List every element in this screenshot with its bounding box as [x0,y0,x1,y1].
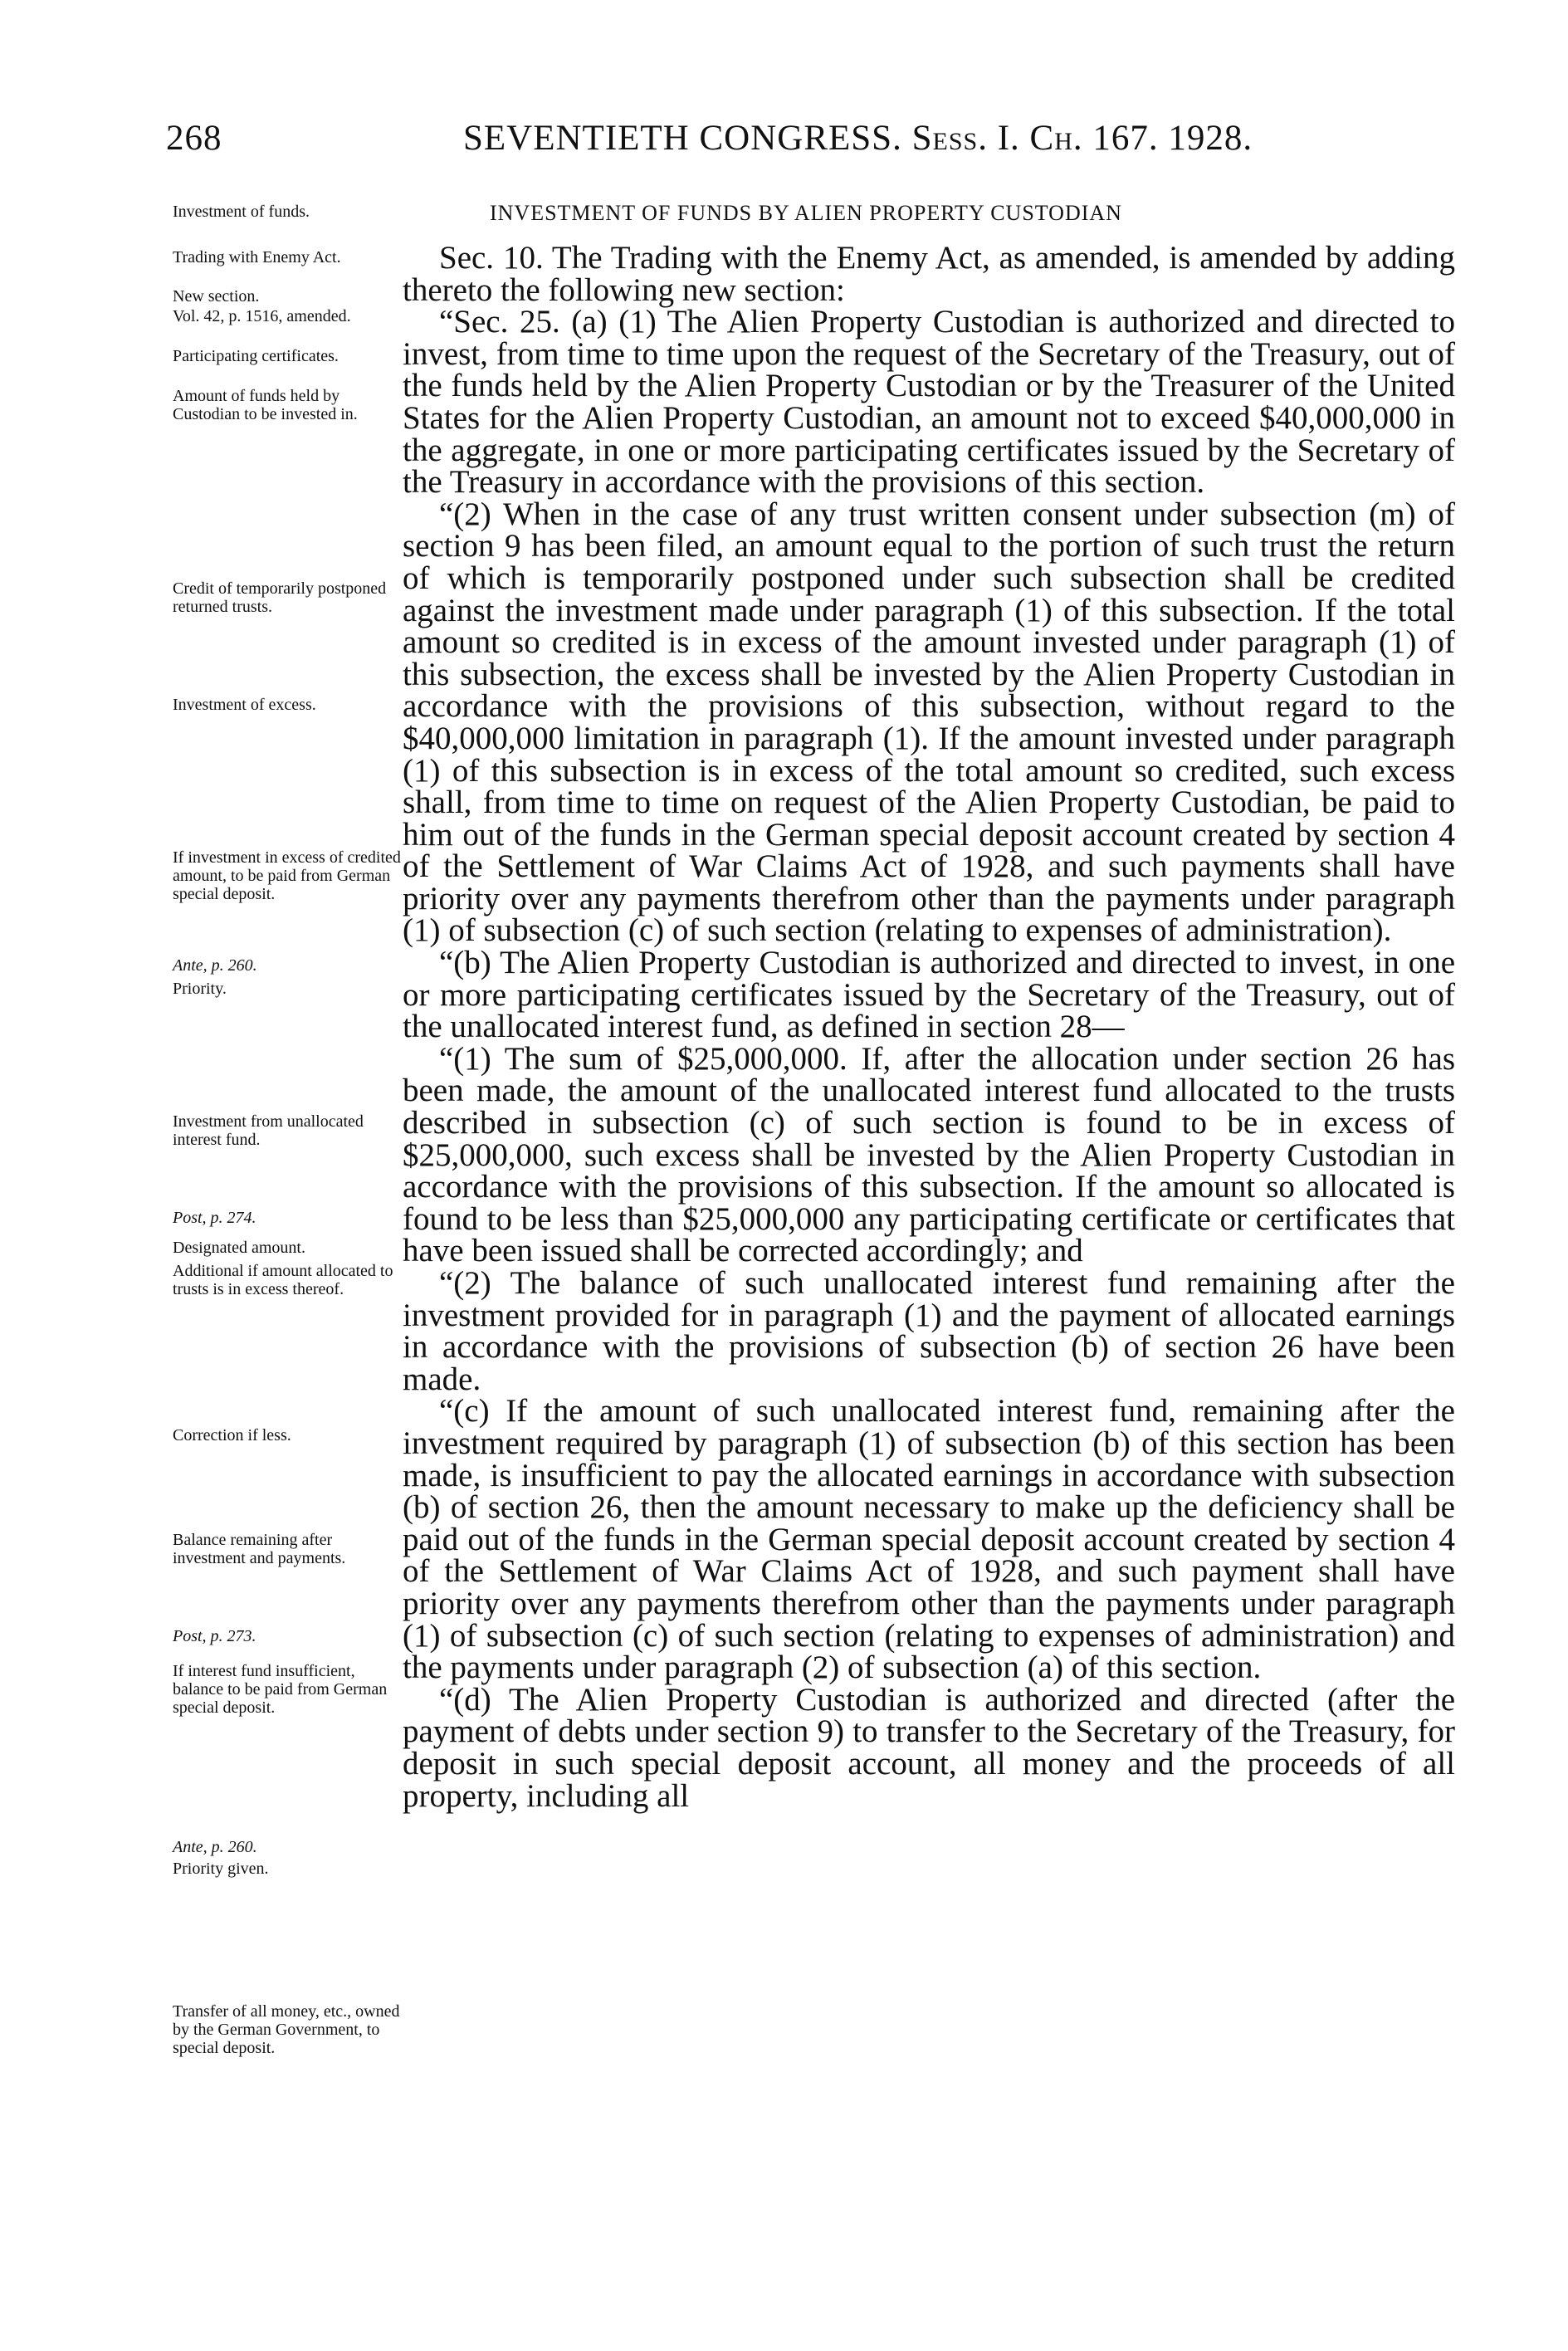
paragraph-b-2: “(2) The balance of such unallocated interest fund remaining after the investment provided for in paragraph (1) and the payment of allocated earnings in accordance with the provisions of subsection (b) of section 26 have been made. [403,1265,1455,1397]
running-header [166,118,1453,168]
section-heading: INVESTMENT OF FUNDS BY ALIEN PROPERTY CUSTODIAN [490,201,1122,225]
margin-note: Amount of funds held by Custodian to be invested in. [173,387,358,423]
margin-note: Correction if less. [173,1426,291,1444]
paragraph-a-2: “(2) When in the case of any trust written consent under subsection (m) of section 9 has been filed, an amount equal to the portion of such trust the return of which is temporarily postponed under such subsection shall be credited against the investment made under paragraph (1) of this subsection. If the total amount so credited is in excess of the amount invested under paragraph (1) of this subsection, the excess shall be invested by the Alien Property Custodian in accordance with the provisions of this subsection, without regard to the $40,000,000 limitation in paragraph (1). If the amount invested under paragraph (1) of this subsection is in excess of the total amount so credited, such excess shall, from time to time on request of the Alien Property Custodian, be paid to him out of the funds in the German special deposit account created by section 4 of the Settlement of War Claims Act of 1928, and such payments shall have priority over any payments therefrom other than the payments under paragraph (1) of subsection (c) of such section (relating to expenses of administration). [403,496,1455,949]
margin-note-reference: Ante, p. 260. [173,1838,257,1856]
margin-note: Investment from unallocated interest fund. [173,1112,364,1149]
header-session: Sess. I. [911,119,1020,158]
header-title [463,118,1253,159]
margin-note: Balance remaining after investment and payments. [173,1531,346,1567]
margin-note: If interest fund insufficient, balance to be paid from German special deposit. [173,1662,388,1717]
margin-note: Additional if amount allocated to trusts is in excess thereof. [173,1262,393,1298]
margin-note: New section. [173,287,260,305]
header-congress: SEVENTIETH CONGRESS. [463,119,902,158]
paragraph-sec-25-a-1: “Sec. 25. (a) (1) The Alien Property Custodian is authorized and directed to invest, from time to time upon the request of the Secretary of the Treasury, out of the funds held by the Alien Property Custodian or by the Treasurer of the United States for the Alien Property Custodian, an amount not to exceed $40,000,000 in the aggregate, in one or more participating certificates issued by the Secretary of the Treasury in accordance with the provisions of this section. [403,304,1455,501]
margin-note-reference: Post, p. 273. [173,1627,256,1645]
header-chapter: Ch. 167. [1029,119,1159,158]
margin-note: Priority given. [173,1860,269,1878]
margin-note: Transfer of all money, etc., owned by the German Government, to special deposit. [173,2002,400,2057]
paragraph-d: “(d) The Alien Property Custodian is authorized and directed (after the payment of debts under section 9) to transfer to the Secretary of the Treasury, for deposit in such special deposit account, all money and the proceeds of all property, including all [403,1681,1455,1814]
margin-note: Trading with Enemy Act. [173,248,341,266]
paragraph-b: “(b) The Alien Property Custodian is authorized and directed to invest, in one or more participating certificates issued by the Secretary of the Treasury, out of the unallocated interest fund, as defined in section 28— [403,945,1455,1045]
margin-note-reference: Ante, p. 260. [173,956,257,975]
margin-note: If investment in excess of credited amount, to be paid from German special deposit. [173,848,401,903]
margin-note: Vol. 42, p. 1516, amended. [173,307,351,325]
margin-note: Credit of temporarily postponed returned trusts. [173,579,387,616]
paragraph-sec-10: Sec. 10. The Trading with the Enemy Act, as amended, is amended by adding thereto the following new section: [403,240,1455,308]
statute-body [403,242,1455,1812]
margin-note: Participating certificates. [173,347,339,365]
margin-note: Designated amount. [173,1239,305,1257]
page-number: 268 [166,119,222,158]
margin-note: Investment of excess. [173,696,316,714]
margin-note: Investment of funds. [173,203,310,221]
margin-note: Priority. [173,980,227,998]
header-year: 1928. [1168,119,1253,158]
paragraph-c: “(c) If the amount of such unallocated interest fund, remaining after the investment required by paragraph (1) of subsection (b) of this section has been made, is insufficient to pay the allocated earnings in accordance with subsection (b) of section 26, then the amount necessary to make up the deficiency shall be paid out of the funds in the German special deposit account created by section 4 of the Settlement of War Claims Act of 1928, and such payment shall have priority over any payments therefrom other than the payments under paragraph (1) of subsection (c) of such section (relating to expenses of administration) and the payments under paragraph (2) of subsection (a) of this section. [403,1393,1455,1686]
margin-note-reference: Post, p. 274. [173,1209,256,1227]
paragraph-b-1: “(1) The sum of $25,000,000. If, after the allocation under section 26 has been made, the amount of the unallocated interest fund allocated to the trusts described in subsection (c) of such section is found to be in excess of $25,000,000, such excess shall be invested by the Alien Property Custodian in accordance with the provisions of this subsection. If the amount so allocated is found to be less than $25,000,000 any participating certificate or certificates that have been issued shall be corrected accordingly; and [403,1040,1455,1269]
